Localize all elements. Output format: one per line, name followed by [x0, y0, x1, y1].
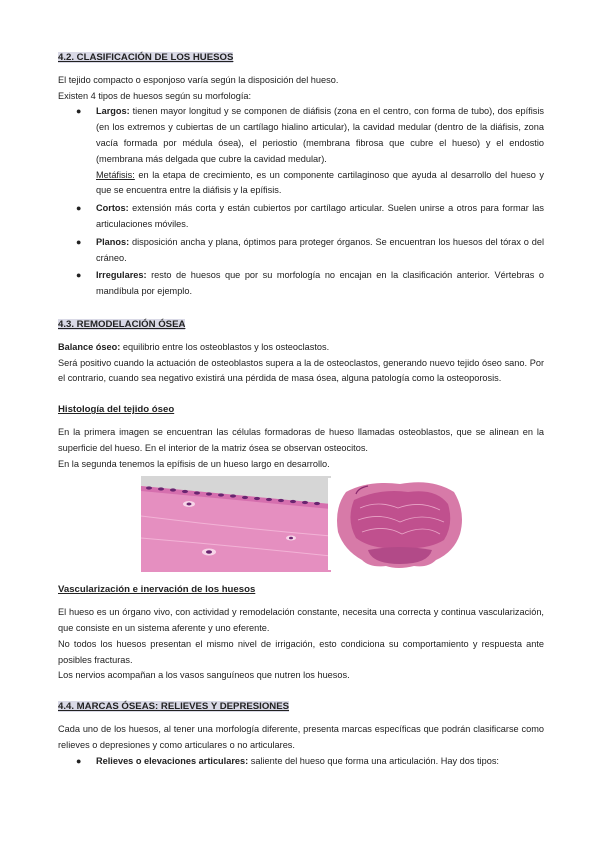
list-item [76, 268, 544, 300]
list-item [76, 235, 544, 267]
item-text: tienen mayor longitud y se componen de diáfisis (zona en el centro, con forma de tubo), dos epífisis (en los extremos y cubiertas de un cartílago hialino articular), la cavidad medular (dentro de la diáfisis, zona vacía formada por médula ósea), el periostio (membrana fibrosa que cubre el hueso) y el endostio (membrana más delgada que cubre la cavidad medular). [96, 106, 544, 164]
subsection-title-vascularizacion: Vascularización e inervación de los huesos [58, 584, 256, 596]
subsection-title-histologia: Histología del tejido óseo [58, 404, 175, 416]
list-item [76, 104, 544, 199]
item-text: extensión más corta y están cubiertos por cartílago articular. Suelen unirse a otros para formar las articulaciones móviles. [96, 203, 544, 229]
bullet-icon: ● [76, 106, 82, 117]
paragraph: Será positivo cuando la actuación de osteoblastos supera a la de osteoclastos, generando nuevo tejido óseo sano. Por el contrario, cuando sea negativo existirá una pérdida de masa ósea, alguna patología como la osteoporosis. [58, 357, 544, 384]
section-title-4-2: 4.2. CLASIFICACIÓN DE LOS HUESOS [58, 52, 234, 63]
paragraph: Los nervios acompañan a los vasos sanguíneos que nutren los huesos. [58, 670, 350, 681]
balance-text: equilibrio entre los osteoblastos y los osteoclastos. [120, 341, 330, 352]
item-text: saliente del hueso que forma una articulación. Hay dos tipos: [248, 755, 499, 766]
paragraph: En la primera imagen se encuentran las células formadoras de hueso llamadas osteoblastos, que se alinean en la superficie del hueso. En el interior de la matriz ósea se observan osteocitos. [58, 426, 544, 453]
item-label: Irregulares: [96, 270, 147, 281]
paragraph: El hueso es un órgano vivo, con actividad y remodelación constante, necesita una correcta y continua vascularización, que consiste en un sistema aferente y uno eferente. [58, 607, 544, 633]
balance-label: Balance óseo: [58, 341, 121, 352]
paragraph: En la segunda tenemos la epífisis de un hueso largo en desarrollo. [58, 458, 330, 469]
item-label: Largos: [96, 106, 130, 117]
bullet-icon: ● [76, 236, 82, 247]
bone-types-list [58, 104, 544, 300]
list-item [76, 201, 544, 233]
paragraph: Cada uno de los huesos, al tener una morfología diferente, presenta marcas específicas que podrán clasificarse como relieves o depresiones y como articulares o no articulares. [58, 723, 544, 750]
item-label: Cortos: [96, 203, 129, 214]
section-title-4-4: 4.4. MARCAS ÓSEAS: RELIEVES Y DEPRESIONES [58, 701, 290, 713]
item-label: Relieves o elevaciones articulares: [96, 755, 249, 766]
bullet-icon: ● [76, 270, 82, 281]
metafisis-text: en la etapa de crecimiento, es un componente cartilaginoso que ayuda al desarrollo del hueso y que se encuentra entre la diáfisis y la epífisis. [96, 169, 544, 196]
metafisis-label: Metáfisis: [96, 169, 135, 180]
bullet-icon: ● [76, 755, 82, 766]
epiphysis-micrograph-image [328, 478, 470, 570]
osteoblast-micrograph-image [141, 476, 331, 572]
list-item [76, 754, 544, 770]
paragraph [58, 340, 544, 356]
document-page [58, 50, 544, 771]
item-text: resto de huesos que por su morfología no encajan en la clasificación anterior. Vértebras o mandíbula por ejemplo. [96, 270, 544, 297]
paragraph: No todos los huesos presentan el mismo nivel de irrigación, esto condiciona su comportamiento y respuesta ante posibles fracturas. [58, 638, 544, 665]
histology-figures [58, 476, 544, 574]
section-title-4-3: 4.3. REMODELACIÓN ÓSEA [58, 318, 186, 330]
marks-list [58, 754, 544, 770]
item-label: Planos: [96, 236, 130, 247]
bullet-icon: ● [76, 203, 82, 214]
paragraph: El tejido compacto o esponjoso varía según la disposición del hueso. [58, 74, 339, 85]
item-text: disposición ancha y plana, óptimos para proteger órganos. Se encuentran los huesos del tórax o del cráneo. [96, 236, 544, 263]
paragraph: Existen 4 tipos de huesos según su morfología: [58, 90, 252, 101]
